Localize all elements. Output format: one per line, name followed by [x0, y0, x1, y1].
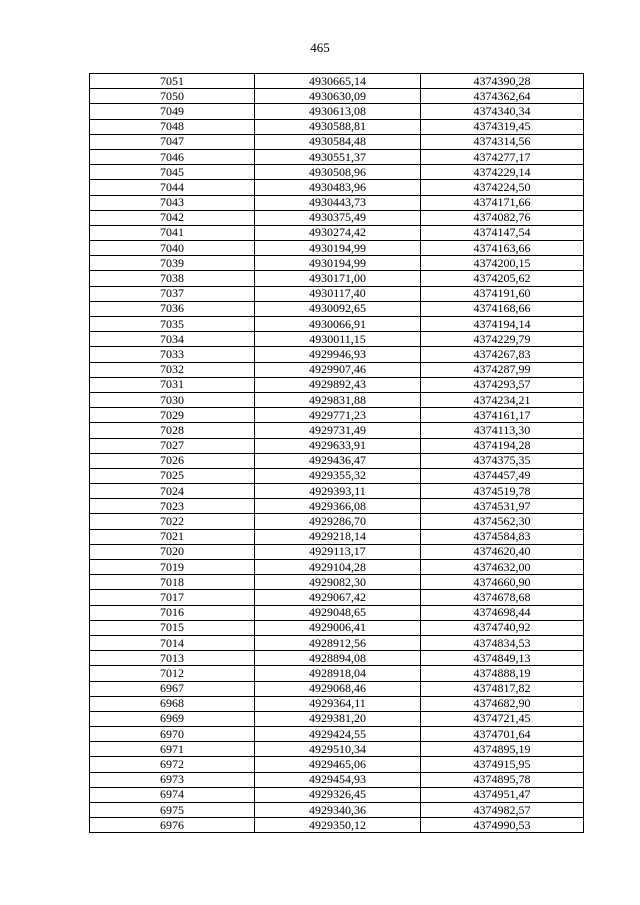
point-number-cell: 6970: [90, 727, 255, 742]
y-coordinate-cell: 4374895,78: [421, 772, 584, 787]
x-coordinate-cell: 4929104,28: [255, 560, 421, 575]
point-number-cell: 7022: [90, 514, 255, 529]
y-coordinate-cell: 4374678,68: [421, 590, 584, 605]
point-number-cell: 7043: [90, 195, 255, 210]
point-number-cell: 7041: [90, 225, 255, 240]
y-coordinate-cell: 4374277,17: [421, 149, 584, 164]
table-row: [90, 119, 584, 134]
table-row: [90, 818, 584, 833]
table-row: [90, 711, 584, 726]
y-coordinate-cell: 4374834,53: [421, 635, 584, 650]
y-coordinate-cell: 4374319,45: [421, 119, 584, 134]
x-coordinate-cell: 4930171,00: [255, 271, 421, 286]
x-coordinate-cell: 4930066,91: [255, 317, 421, 332]
point-number-cell: 6976: [90, 818, 255, 833]
x-coordinate-cell: 4929350,12: [255, 818, 421, 833]
y-coordinate-cell: 4374951,47: [421, 787, 584, 802]
y-coordinate-cell: 4374531,97: [421, 499, 584, 514]
point-number-cell: 7030: [90, 392, 255, 407]
x-coordinate-cell: 4929454,93: [255, 772, 421, 787]
point-number-cell: 7021: [90, 529, 255, 544]
table-row: [90, 651, 584, 666]
point-number-cell: 7048: [90, 119, 255, 134]
y-coordinate-cell: 4374314,56: [421, 134, 584, 149]
point-number-cell: 7016: [90, 605, 255, 620]
table-row: [90, 347, 584, 362]
y-coordinate-cell: 4374682,90: [421, 696, 584, 711]
x-coordinate-cell: 4929771,23: [255, 408, 421, 423]
point-number-cell: 7038: [90, 271, 255, 286]
point-number-cell: 7044: [90, 180, 255, 195]
coordinates-table: [89, 73, 584, 833]
point-number-cell: 7033: [90, 347, 255, 362]
y-coordinate-cell: 4374375,35: [421, 453, 584, 468]
point-number-cell: 6971: [90, 742, 255, 757]
y-coordinate-cell: 4374229,14: [421, 165, 584, 180]
table-row: [90, 180, 584, 195]
y-coordinate-cell: 4374224,50: [421, 180, 584, 195]
y-coordinate-cell: 4374982,57: [421, 803, 584, 818]
point-number-cell: 7046: [90, 149, 255, 164]
point-number-cell: 7047: [90, 134, 255, 149]
table-row: [90, 271, 584, 286]
point-number-cell: 7029: [90, 408, 255, 423]
point-number-cell: 6968: [90, 696, 255, 711]
table-row: [90, 605, 584, 620]
y-coordinate-cell: 4374191,60: [421, 286, 584, 301]
y-coordinate-cell: 4374620,40: [421, 544, 584, 559]
table-row: [90, 165, 584, 180]
x-coordinate-cell: 4929366,08: [255, 499, 421, 514]
table-row: [90, 362, 584, 377]
x-coordinate-cell: 4929218,14: [255, 529, 421, 544]
x-coordinate-cell: 4929068,46: [255, 681, 421, 696]
y-coordinate-cell: 4374660,90: [421, 575, 584, 590]
table-row: [90, 681, 584, 696]
table-row: [90, 803, 584, 818]
x-coordinate-cell: 4929831,88: [255, 392, 421, 407]
point-number-cell: 7037: [90, 286, 255, 301]
y-coordinate-cell: 4374740,92: [421, 620, 584, 635]
table-row: [90, 499, 584, 514]
table-row: [90, 134, 584, 149]
y-coordinate-cell: 4374817,82: [421, 681, 584, 696]
y-coordinate-cell: 4374721,45: [421, 711, 584, 726]
x-coordinate-cell: 4930375,49: [255, 210, 421, 225]
x-coordinate-cell: 4930584,48: [255, 134, 421, 149]
table-row: [90, 438, 584, 453]
point-number-cell: 7035: [90, 317, 255, 332]
x-coordinate-cell: 4930274,42: [255, 225, 421, 240]
x-coordinate-cell: 4929633,91: [255, 438, 421, 453]
x-coordinate-cell: 4929113,17: [255, 544, 421, 559]
y-coordinate-cell: 4374895,19: [421, 742, 584, 757]
point-number-cell: 7034: [90, 332, 255, 347]
x-coordinate-cell: 4929381,20: [255, 711, 421, 726]
y-coordinate-cell: 4374584,83: [421, 529, 584, 544]
x-coordinate-cell: 4929364,11: [255, 696, 421, 711]
table-row: [90, 544, 584, 559]
y-coordinate-cell: 4374082,76: [421, 210, 584, 225]
table-row: [90, 225, 584, 240]
x-coordinate-cell: 4929946,93: [255, 347, 421, 362]
table-row: [90, 787, 584, 802]
point-number-cell: 6973: [90, 772, 255, 787]
table-row: [90, 301, 584, 316]
y-coordinate-cell: 4374293,57: [421, 377, 584, 392]
x-coordinate-cell: 4929436,47: [255, 453, 421, 468]
point-number-cell: 7019: [90, 560, 255, 575]
point-number-cell: 7051: [90, 74, 255, 89]
point-number-cell: 7018: [90, 575, 255, 590]
table-row: [90, 317, 584, 332]
x-coordinate-cell: 4930613,08: [255, 104, 421, 119]
point-number-cell: 7032: [90, 362, 255, 377]
table-row: [90, 560, 584, 575]
table-row: [90, 696, 584, 711]
y-coordinate-cell: 4374362,64: [421, 89, 584, 104]
x-coordinate-cell: 4929393,11: [255, 484, 421, 499]
table-row: [90, 74, 584, 89]
point-number-cell: 7045: [90, 165, 255, 180]
y-coordinate-cell: 4374161,17: [421, 408, 584, 423]
table-row: [90, 286, 584, 301]
table-row: [90, 742, 584, 757]
point-number-cell: 7026: [90, 453, 255, 468]
y-coordinate-cell: 4374519,78: [421, 484, 584, 499]
y-coordinate-cell: 4374229,79: [421, 332, 584, 347]
x-coordinate-cell: 4928912,56: [255, 635, 421, 650]
point-number-cell: 6972: [90, 757, 255, 772]
point-number-cell: 7013: [90, 651, 255, 666]
x-coordinate-cell: 4929424,55: [255, 727, 421, 742]
x-coordinate-cell: 4929892,43: [255, 377, 421, 392]
table-row: [90, 468, 584, 483]
x-coordinate-cell: 4930665,14: [255, 74, 421, 89]
x-coordinate-cell: 4929006,41: [255, 620, 421, 635]
x-coordinate-cell: 4928894,08: [255, 651, 421, 666]
table-row: [90, 241, 584, 256]
y-coordinate-cell: 4374234,21: [421, 392, 584, 407]
point-number-cell: 7027: [90, 438, 255, 453]
x-coordinate-cell: 4930117,40: [255, 286, 421, 301]
x-coordinate-cell: 4930194,99: [255, 256, 421, 271]
point-number-cell: 7012: [90, 666, 255, 681]
coordinates-table-body: [90, 74, 584, 833]
table-row: [90, 666, 584, 681]
table-row: [90, 529, 584, 544]
x-coordinate-cell: 4930483,96: [255, 180, 421, 195]
y-coordinate-cell: 4374562,30: [421, 514, 584, 529]
point-number-cell: 7015: [90, 620, 255, 635]
point-number-cell: 6975: [90, 803, 255, 818]
point-number-cell: 7050: [90, 89, 255, 104]
table-row: [90, 772, 584, 787]
x-coordinate-cell: 4929048,65: [255, 605, 421, 620]
y-coordinate-cell: 4374888,19: [421, 666, 584, 681]
y-coordinate-cell: 4374287,99: [421, 362, 584, 377]
x-coordinate-cell: 4930443,73: [255, 195, 421, 210]
y-coordinate-cell: 4374147,54: [421, 225, 584, 240]
x-coordinate-cell: 4929286,70: [255, 514, 421, 529]
point-number-cell: 6969: [90, 711, 255, 726]
table-row: [90, 423, 584, 438]
y-coordinate-cell: 4374205,62: [421, 271, 584, 286]
table-row: [90, 195, 584, 210]
table-row: [90, 210, 584, 225]
table-row: [90, 757, 584, 772]
y-coordinate-cell: 4374698,44: [421, 605, 584, 620]
table-row: [90, 484, 584, 499]
table-row: [90, 332, 584, 347]
x-coordinate-cell: 4930092,65: [255, 301, 421, 316]
y-coordinate-cell: 4374200,15: [421, 256, 584, 271]
point-number-cell: 7023: [90, 499, 255, 514]
x-coordinate-cell: 4930630,09: [255, 89, 421, 104]
table-row: [90, 408, 584, 423]
y-coordinate-cell: 4374267,83: [421, 347, 584, 362]
y-coordinate-cell: 4374168,66: [421, 301, 584, 316]
point-number-cell: 7049: [90, 104, 255, 119]
point-number-cell: 7036: [90, 301, 255, 316]
page-number: 465: [310, 40, 330, 55]
table-row: [90, 575, 584, 590]
y-coordinate-cell: 4374194,14: [421, 317, 584, 332]
y-coordinate-cell: 4374632,00: [421, 560, 584, 575]
x-coordinate-cell: 4930588,81: [255, 119, 421, 134]
y-coordinate-cell: 4374340,34: [421, 104, 584, 119]
point-number-cell: 6974: [90, 787, 255, 802]
x-coordinate-cell: 4929465,06: [255, 757, 421, 772]
y-coordinate-cell: 4374171,66: [421, 195, 584, 210]
point-number-cell: 7042: [90, 210, 255, 225]
y-coordinate-cell: 4374915,95: [421, 757, 584, 772]
x-coordinate-cell: 4930194,99: [255, 241, 421, 256]
y-coordinate-cell: 4374701,64: [421, 727, 584, 742]
x-coordinate-cell: 4929082,30: [255, 575, 421, 590]
x-coordinate-cell: 4929731,49: [255, 423, 421, 438]
x-coordinate-cell: 4929067,42: [255, 590, 421, 605]
point-number-cell: 7017: [90, 590, 255, 605]
point-number-cell: 7014: [90, 635, 255, 650]
table-row: [90, 727, 584, 742]
y-coordinate-cell: 4374163,66: [421, 241, 584, 256]
x-coordinate-cell: 4930551,37: [255, 149, 421, 164]
table-row: [90, 149, 584, 164]
table-row: [90, 620, 584, 635]
point-number-cell: 7040: [90, 241, 255, 256]
y-coordinate-cell: 4374990,53: [421, 818, 584, 833]
table-row: [90, 635, 584, 650]
y-coordinate-cell: 4374457,49: [421, 468, 584, 483]
point-number-cell: 7039: [90, 256, 255, 271]
table-row: [90, 453, 584, 468]
x-coordinate-cell: 4929907,46: [255, 362, 421, 377]
y-coordinate-cell: 4374390,28: [421, 74, 584, 89]
point-number-cell: 7020: [90, 544, 255, 559]
y-coordinate-cell: 4374849,13: [421, 651, 584, 666]
table-row: [90, 89, 584, 104]
y-coordinate-cell: 4374113,30: [421, 423, 584, 438]
x-coordinate-cell: 4929340,36: [255, 803, 421, 818]
point-number-cell: 7024: [90, 484, 255, 499]
x-coordinate-cell: 4930508,96: [255, 165, 421, 180]
table-row: [90, 377, 584, 392]
x-coordinate-cell: 4929510,34: [255, 742, 421, 757]
table-row: [90, 256, 584, 271]
table-row: [90, 590, 584, 605]
y-coordinate-cell: 4374194,28: [421, 438, 584, 453]
table-row: [90, 392, 584, 407]
point-number-cell: 7031: [90, 377, 255, 392]
x-coordinate-cell: 4929326,45: [255, 787, 421, 802]
x-coordinate-cell: 4930011,15: [255, 332, 421, 347]
point-number-cell: 6967: [90, 681, 255, 696]
x-coordinate-cell: 4928918,04: [255, 666, 421, 681]
table-row: [90, 514, 584, 529]
x-coordinate-cell: 4929355,32: [255, 468, 421, 483]
table-row: [90, 104, 584, 119]
point-number-cell: 7025: [90, 468, 255, 483]
point-number-cell: 7028: [90, 423, 255, 438]
